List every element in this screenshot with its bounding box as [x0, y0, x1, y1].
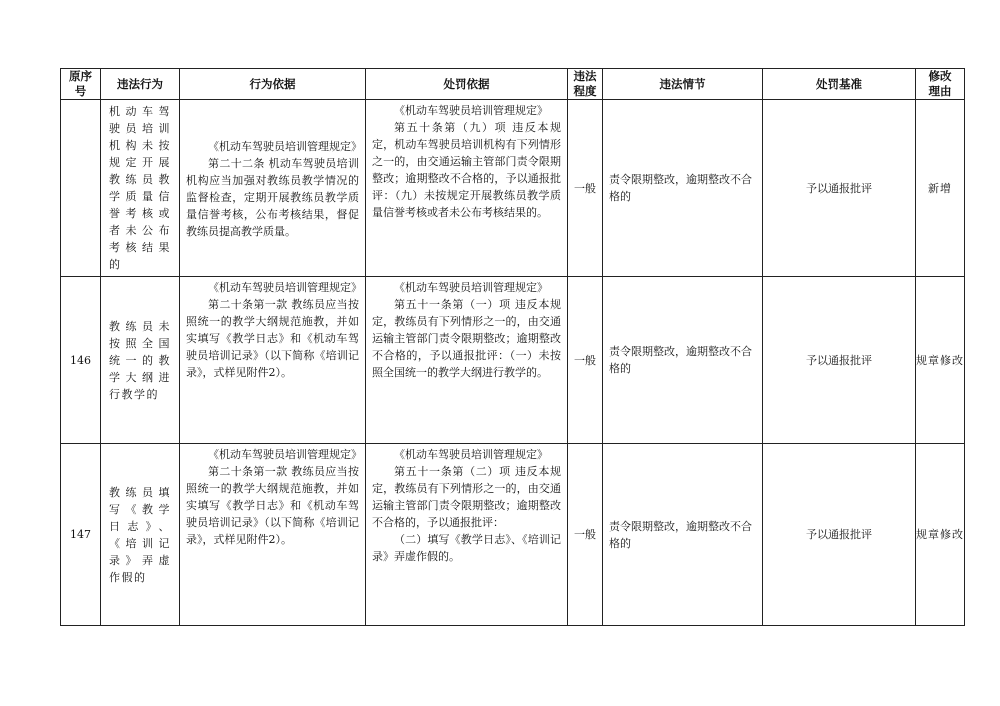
- header-penalty: 处罚依据: [366, 69, 568, 100]
- row-degree: 一般: [568, 444, 603, 626]
- table-header-row: [61, 69, 965, 100]
- header-basis: 行为依据: [180, 69, 366, 100]
- row-detail: 责令限期整改，逾期整改不合格的: [603, 100, 763, 277]
- table-row: [61, 100, 965, 277]
- row-penalty: [366, 444, 568, 626]
- penalty-item: （二）填写《教学日志》、《培训记录》弄虚作假的。: [372, 533, 561, 563]
- basis-title: 《机动车驾驶员培训管理规定》: [208, 140, 362, 153]
- row-basis: [180, 444, 366, 626]
- penalty-table: [60, 68, 965, 626]
- basis-title: 《机动车驾驶员培训管理规定》: [208, 448, 362, 461]
- row-act: 机动车驾驶员培训机构未按规定开展教练员教学质量信誉考核或者未公布考核结果的: [101, 100, 180, 277]
- penalty-text: 第五十一条第（二）项 违反本规定，教练员有下列情形之一的，由交通运输主管部门责令限期整改；逾期整改不合格的，予以通报批评：: [372, 465, 561, 529]
- penalty-title: 《机动车驾驶员培训管理规定》: [394, 448, 548, 461]
- row-reason: 规章修改: [916, 277, 965, 444]
- header-no: 原序号: [61, 69, 101, 100]
- row-penalty: [366, 100, 568, 277]
- row-degree: 一般: [568, 100, 603, 277]
- header-degree: 违法程度: [568, 69, 603, 100]
- row-basis: [180, 100, 366, 277]
- basis-text: 第二十条第一款 教练员应当按照统一的教学大纲规范施教，并如实填写《教学日志》和《机动车驾驶员培训记录》（以下简称《培训记录》，式样见附件2）。: [186, 465, 359, 546]
- row-standard: 予以通报批评: [763, 444, 916, 626]
- row-degree: 一般: [568, 277, 603, 444]
- row-act: 教练员未按照全国统一的教学大纲进行教学的: [101, 277, 180, 444]
- row-no: 146: [61, 277, 101, 444]
- penalty-text: 第五十条第（九）项 违反本规定，机动车驾驶员培训机构有下列情形之一的，由交通运输主管部门责令限期整改；逾期整改不合格的，予以通报批评：（九）未按规定开展教练员教学质量信誉考核或者未公布考核结果的。: [372, 121, 561, 219]
- row-reason: 规章修改: [916, 444, 965, 626]
- table-row: [61, 277, 965, 444]
- row-basis: [180, 277, 366, 444]
- penalty-text: 第五十一条第（一）项 违反本规定，教练员有下列情形之一的，由交通运输主管部门责令限期整改；逾期整改不合格的，予以通报批评：（一）未按照全国统一的教学大纲进行教学的。: [372, 298, 561, 379]
- basis-text: 第二十条第一款 教练员应当按照统一的教学大纲规范施教，并如实填写《教学日志》和《机动车驾驶员培训记录》（以下简称《培训记录》，式样见附件2）。: [186, 298, 359, 379]
- header-detail: 违法情节: [603, 69, 763, 100]
- row-reason: 新增: [916, 100, 965, 277]
- penalty-title: 《机动车驾驶员培训管理规定》: [394, 104, 548, 117]
- row-act: 教练员填写《教学日志》、《培训记录》弄虚作假的: [101, 444, 180, 626]
- header-standard: 处罚基准: [763, 69, 916, 100]
- row-no: 147: [61, 444, 101, 626]
- header-reason: 修改理由: [916, 69, 965, 100]
- row-detail: 责令限期整改，逾期整改不合格的: [603, 444, 763, 626]
- basis-text: 第二十二条 机动车驾驶员培训机构应当加强对教练员教学情况的监督检查，定期开展教练员教学质量信誉考核，公布考核结果，督促教练员提高教学质量。: [186, 157, 359, 238]
- table-row: [61, 444, 965, 626]
- row-standard: 予以通报批评: [763, 277, 916, 444]
- row-standard: 予以通报批评: [763, 100, 916, 277]
- row-detail: 责令限期整改，逾期整改不合格的: [603, 277, 763, 444]
- penalty-title: 《机动车驾驶员培训管理规定》: [394, 281, 548, 294]
- basis-title: 《机动车驾驶员培训管理规定》: [208, 281, 362, 294]
- row-no: [61, 100, 101, 277]
- header-act: 违法行为: [101, 69, 180, 100]
- row-penalty: [366, 277, 568, 444]
